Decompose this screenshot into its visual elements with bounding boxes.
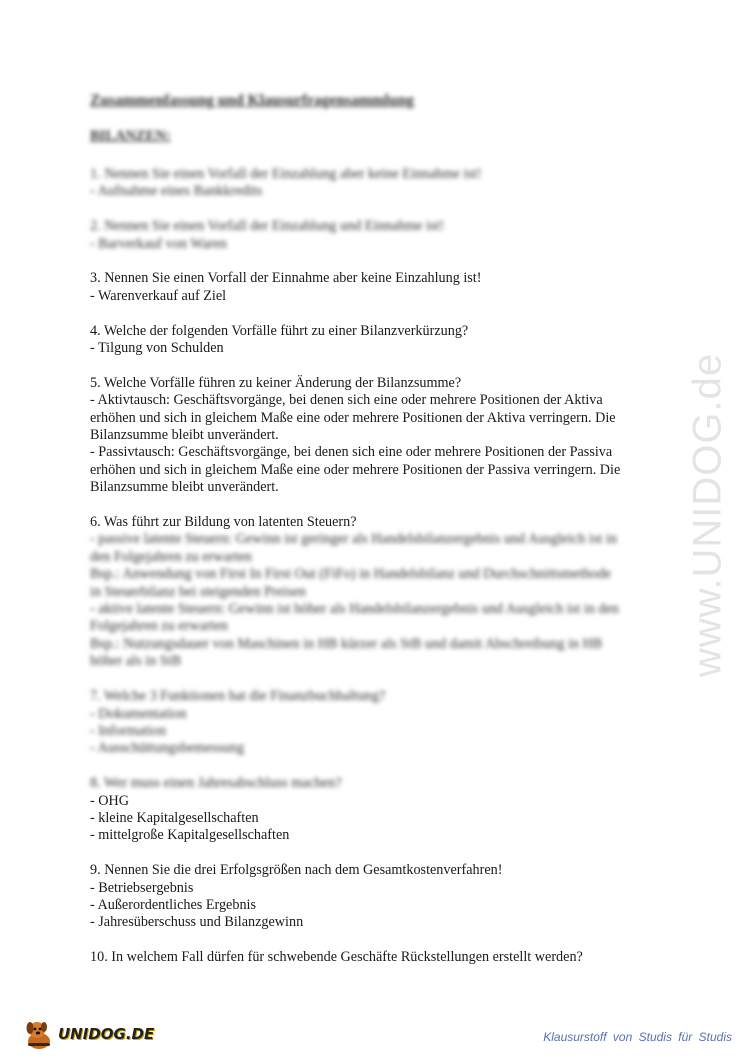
answer-9-item-1: - Betriebsergebnis bbox=[90, 879, 194, 896]
document-title: Zusammenfassung und Klausurfragensammlung bbox=[90, 92, 414, 109]
answer-5-passivtausch-line-3: Bilanzsumme bleibt unverändert. bbox=[90, 479, 279, 496]
section-heading: BILANZEN: bbox=[90, 128, 171, 144]
question-5: 5. Welche Vorfälle führen zu keiner Änderung der Bilanzsumme? bbox=[90, 374, 462, 391]
question-2: 2. Nennen Sie einen Vorfall der Einzahlung und Einnahme ist! bbox=[90, 218, 445, 235]
answer-8-item-1: - OHG bbox=[90, 792, 130, 809]
question-6: 6. Was führt zur Bildung von latenten Steuern? bbox=[90, 514, 357, 531]
answer-6-line-4: in Steuerbilanz bei steigenden Preisen bbox=[90, 583, 306, 600]
question-3: 3. Nennen Sie einen Vorfall der Einnahme aber keine Einzahlung ist! bbox=[90, 270, 482, 287]
answer-6-line-5: - aktive latente Steuern: Gewinn ist höher als Handelsbilanzergebnis und Ausgleich ist in den bbox=[90, 601, 619, 618]
answer-6-line-2: den Folgejahren zu erwarten bbox=[90, 548, 252, 565]
answer-6-line-1: - passive latente Steuern: Gewinn ist geringer als Handelsbilanzergebnis und Ausgleich ist in bbox=[90, 531, 617, 548]
dog-mascot-icon bbox=[22, 1017, 56, 1051]
answer-8-item-2: - kleine Kapitalgesellschaften bbox=[90, 809, 259, 826]
answer-9-item-2: - Außerordentliches Ergebnis bbox=[90, 896, 257, 913]
document-body bbox=[90, 166, 660, 967]
answer-7-item-3: - Ausschüttungsbemessung bbox=[90, 740, 245, 757]
question-1: 1. Nennen Sie einen Vorfall der Einzahlung aber keine Einnahme ist! bbox=[90, 166, 482, 182]
answer-5-aktivtausch-line-1: - Aktivtausch: Geschäftsvorgänge, bei denen sich eine oder mehrere Positionen der Aktiva bbox=[90, 392, 603, 409]
question-10: 10. In welchem Fall dürfen für schwebende Geschäfte Rückstellungen erstellt werden? bbox=[90, 949, 583, 966]
answer-7-item-1: - Dokumentation bbox=[90, 705, 187, 722]
document-title-block bbox=[90, 92, 660, 109]
answer-5-aktivtausch-line-2: erhöhen und sich in gleichem Maße eine oder mehrere Positionen der Aktiva verringern. Die bbox=[90, 409, 616, 426]
watermark bbox=[685, 280, 730, 750]
logo-text: UNIDOG.DE bbox=[58, 1025, 155, 1043]
answer-7-item-2: - Information bbox=[90, 722, 167, 739]
answer-2: - Barverkauf von Waren bbox=[90, 235, 227, 252]
question-9: 9. Nennen Sie die drei Erfolgsgrößen nach dem Gesamtkostenverfahren! bbox=[90, 862, 503, 879]
answer-6-line-3: Bsp.: Anwendung von First In First Out (FiFo) in Handelsbilanz und Durchschnittsmethode bbox=[90, 566, 611, 583]
answer-3: - Warenverkauf auf Ziel bbox=[90, 287, 227, 304]
answer-5-passivtausch-line-1: - Passivtausch: Geschäftsvorgänge, bei denen sich eine oder mehrere Positionen der Passiva bbox=[90, 444, 613, 461]
answer-1: - Aufnahme eines Bankkredits bbox=[90, 183, 263, 200]
answer-5-passivtausch-line-2: erhöhen und sich in gleichem Maße eine oder mehrere Positionen der Passiva verringern. Die bbox=[90, 461, 621, 478]
question-8: 8. Wer muss einen Jahresabschluss machen? bbox=[90, 775, 342, 792]
answer-5-aktivtausch-line-3: Bilanzsumme bleibt unverändert. bbox=[90, 427, 279, 444]
watermark-text: www.UNIDOG.de bbox=[685, 352, 730, 678]
question-4: 4. Welche der folgenden Vorfälle führt zu einer Bilanzverkürzung? bbox=[90, 322, 469, 339]
question-7: 7. Welche 3 Funktionen hat die Finanzbuchhaltung? bbox=[90, 688, 386, 705]
answer-6-line-7: Bsp.: Nutzungsdauer von Maschinen in HB kürzer als StB und damit Abschreibung in HB bbox=[90, 635, 603, 652]
unidog-logo bbox=[22, 1016, 162, 1052]
footer-tagline: Klausurstoff von Studis für Studis bbox=[543, 1030, 732, 1044]
answer-4: - Tilgung von Schulden bbox=[90, 340, 224, 357]
section-heading-block bbox=[90, 128, 660, 145]
answer-9-item-3: - Jahresüberschuss und Bilanzgewinn bbox=[90, 914, 304, 931]
answer-6-line-8: höher als in StB bbox=[90, 653, 182, 670]
answer-8-item-3: - mittelgroße Kapitalgesellschaften bbox=[90, 827, 290, 844]
answer-6-line-6: Folgejahren zu erwarten bbox=[90, 618, 228, 635]
